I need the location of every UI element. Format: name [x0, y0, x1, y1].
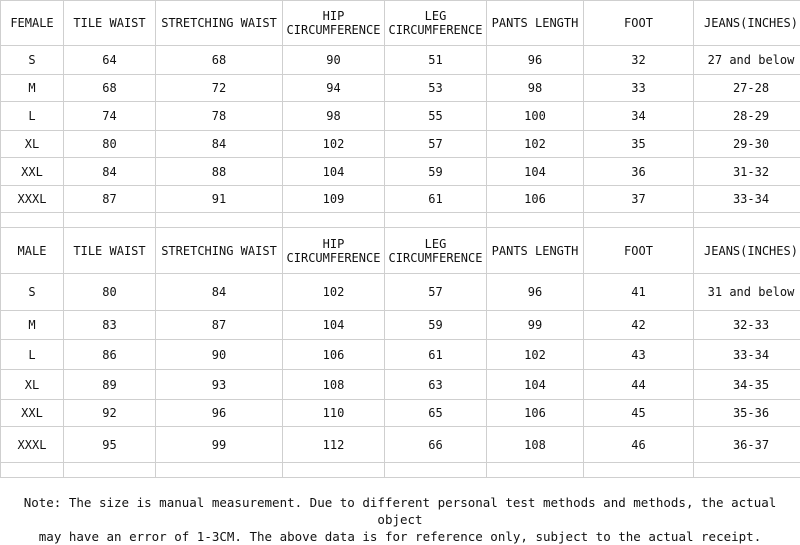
table-cell: 102	[487, 131, 584, 158]
size-cell: M	[1, 75, 64, 102]
male-header-cell: FOOT	[584, 228, 694, 274]
table-cell: 80	[64, 274, 156, 311]
table-row	[1, 427, 800, 463]
table-cell: 27-28	[694, 75, 800, 102]
table-row	[1, 311, 800, 340]
size-cell: XXL	[1, 400, 64, 427]
table-cell: 61	[385, 340, 487, 370]
table-cell: 108	[487, 427, 584, 463]
empty-cell	[584, 463, 694, 478]
table-cell: 99	[487, 311, 584, 340]
empty-cell	[156, 463, 283, 478]
table-cell: 87	[64, 186, 156, 213]
female-size-table	[0, 0, 800, 228]
size-cell: S	[1, 46, 64, 75]
table-cell: 88	[156, 158, 283, 186]
table-cell: 32-33	[694, 311, 800, 340]
table-cell: 96	[487, 46, 584, 75]
table-cell: 68	[156, 46, 283, 75]
empty-cell	[64, 213, 156, 228]
table-cell: 34-35	[694, 370, 800, 400]
female-header-row	[1, 1, 800, 46]
table-cell: 33-34	[694, 340, 800, 370]
table-cell: 106	[487, 400, 584, 427]
table-row	[1, 186, 800, 213]
table-cell: 45	[584, 400, 694, 427]
empty-cell	[64, 463, 156, 478]
table-cell: 84	[156, 131, 283, 158]
table-cell: 41	[584, 274, 694, 311]
table-cell: 91	[156, 186, 283, 213]
table-cell: 87	[156, 311, 283, 340]
table-cell: 98	[283, 102, 385, 131]
table-cell: 104	[283, 311, 385, 340]
table-cell: 63	[385, 370, 487, 400]
table-cell: 93	[156, 370, 283, 400]
table-cell: 57	[385, 131, 487, 158]
female-header-cell: LEG CIRCUMFERENCE	[385, 1, 487, 46]
table-cell: 59	[385, 311, 487, 340]
table-cell: 90	[156, 340, 283, 370]
table-cell: 64	[64, 46, 156, 75]
table-row	[1, 102, 800, 131]
female-header-cell: JEANS(INCHES)	[694, 1, 800, 46]
size-cell: XL	[1, 370, 64, 400]
table-cell: 61	[385, 186, 487, 213]
empty-cell	[1, 463, 64, 478]
table-cell: 84	[156, 274, 283, 311]
empty-cell	[385, 213, 487, 228]
table-cell: 33-34	[694, 186, 800, 213]
table-cell: 36-37	[694, 427, 800, 463]
size-cell: M	[1, 311, 64, 340]
table-cell: 99	[156, 427, 283, 463]
size-cell: XL	[1, 131, 64, 158]
table-cell: 57	[385, 274, 487, 311]
table-cell: 84	[64, 158, 156, 186]
table-cell: 42	[584, 311, 694, 340]
male-header-cell: HIP CIRCUMFERENCE	[283, 228, 385, 274]
empty-cell	[283, 213, 385, 228]
table-cell: 59	[385, 158, 487, 186]
female-header-cell: HIP CIRCUMFERENCE	[283, 1, 385, 46]
empty-cell	[385, 463, 487, 478]
male-header-row	[1, 228, 800, 274]
table-cell: 89	[64, 370, 156, 400]
table-cell: 33	[584, 75, 694, 102]
table-cell: 112	[283, 427, 385, 463]
table-cell: 37	[584, 186, 694, 213]
spacer-row	[1, 463, 800, 478]
male-header-cell: STRETCHING WAIST	[156, 228, 283, 274]
table-row	[1, 370, 800, 400]
table-cell: 106	[487, 186, 584, 213]
table-row	[1, 46, 800, 75]
male-header-cell: PANTS LENGTH	[487, 228, 584, 274]
table-cell: 109	[283, 186, 385, 213]
empty-cell	[487, 213, 584, 228]
table-cell: 55	[385, 102, 487, 131]
empty-cell	[694, 213, 800, 228]
table-cell: 29-30	[694, 131, 800, 158]
table-row	[1, 274, 800, 311]
size-cell: XXXL	[1, 186, 64, 213]
table-cell: 96	[487, 274, 584, 311]
female-header-cell: FOOT	[584, 1, 694, 46]
table-row	[1, 75, 800, 102]
table-cell: 28-29	[694, 102, 800, 131]
table-cell: 68	[64, 75, 156, 102]
table-cell: 83	[64, 311, 156, 340]
table-cell: 102	[487, 340, 584, 370]
table-cell: 98	[487, 75, 584, 102]
female-header-cell: TILE WAIST	[64, 1, 156, 46]
table-cell: 36	[584, 158, 694, 186]
male-header-cell: MALE	[1, 228, 64, 274]
table-cell: 86	[64, 340, 156, 370]
empty-cell	[487, 463, 584, 478]
table-cell: 27 and below	[694, 46, 800, 75]
female-table-body	[1, 1, 800, 228]
table-cell: 104	[487, 158, 584, 186]
table-cell: 32	[584, 46, 694, 75]
table-cell: 94	[283, 75, 385, 102]
table-cell: 96	[156, 400, 283, 427]
table-cell: 72	[156, 75, 283, 102]
male-header-cell: TILE WAIST	[64, 228, 156, 274]
size-cell: L	[1, 102, 64, 131]
table-cell: 46	[584, 427, 694, 463]
table-cell: 35	[584, 131, 694, 158]
table-cell: 35-36	[694, 400, 800, 427]
empty-cell	[156, 213, 283, 228]
female-header-cell: FEMALE	[1, 1, 64, 46]
empty-cell	[694, 463, 800, 478]
size-cell: S	[1, 274, 64, 311]
table-cell: 53	[385, 75, 487, 102]
size-cell: L	[1, 340, 64, 370]
table-cell: 78	[156, 102, 283, 131]
table-cell: 65	[385, 400, 487, 427]
table-cell: 104	[487, 370, 584, 400]
measurement-note	[0, 494, 800, 545]
table-cell: 31 and below	[694, 274, 800, 311]
male-header-cell: JEANS(INCHES)	[694, 228, 800, 274]
table-cell: 104	[283, 158, 385, 186]
spacer-row	[1, 213, 800, 228]
table-cell: 51	[385, 46, 487, 75]
table-cell: 44	[584, 370, 694, 400]
size-cell: XXL	[1, 158, 64, 186]
table-cell: 66	[385, 427, 487, 463]
table-cell: 92	[64, 400, 156, 427]
table-cell: 95	[64, 427, 156, 463]
size-cell: XXXL	[1, 427, 64, 463]
table-cell: 108	[283, 370, 385, 400]
table-cell: 43	[584, 340, 694, 370]
table-cell: 102	[283, 274, 385, 311]
table-cell: 102	[283, 131, 385, 158]
table-cell: 74	[64, 102, 156, 131]
table-row	[1, 131, 800, 158]
note-line-2: may have an error of 1-3CM. The above data is for reference only, subject to the actual receipt.	[0, 528, 800, 545]
female-header-cell: STRETCHING WAIST	[156, 1, 283, 46]
note-line-1: Note: The size is manual measurement. Due to different personal test methods and methods, the actual object	[0, 494, 800, 528]
table-cell: 34	[584, 102, 694, 131]
table-cell: 106	[283, 340, 385, 370]
empty-cell	[283, 463, 385, 478]
female-header-cell: PANTS LENGTH	[487, 1, 584, 46]
table-cell: 100	[487, 102, 584, 131]
male-table-body	[1, 228, 800, 478]
table-row	[1, 340, 800, 370]
table-cell: 90	[283, 46, 385, 75]
male-size-table	[0, 227, 800, 478]
table-row	[1, 158, 800, 186]
male-header-cell: LEG CIRCUMFERENCE	[385, 228, 487, 274]
table-cell: 80	[64, 131, 156, 158]
table-row	[1, 400, 800, 427]
empty-cell	[1, 213, 64, 228]
empty-cell	[584, 213, 694, 228]
table-cell: 110	[283, 400, 385, 427]
table-cell: 31-32	[694, 158, 800, 186]
